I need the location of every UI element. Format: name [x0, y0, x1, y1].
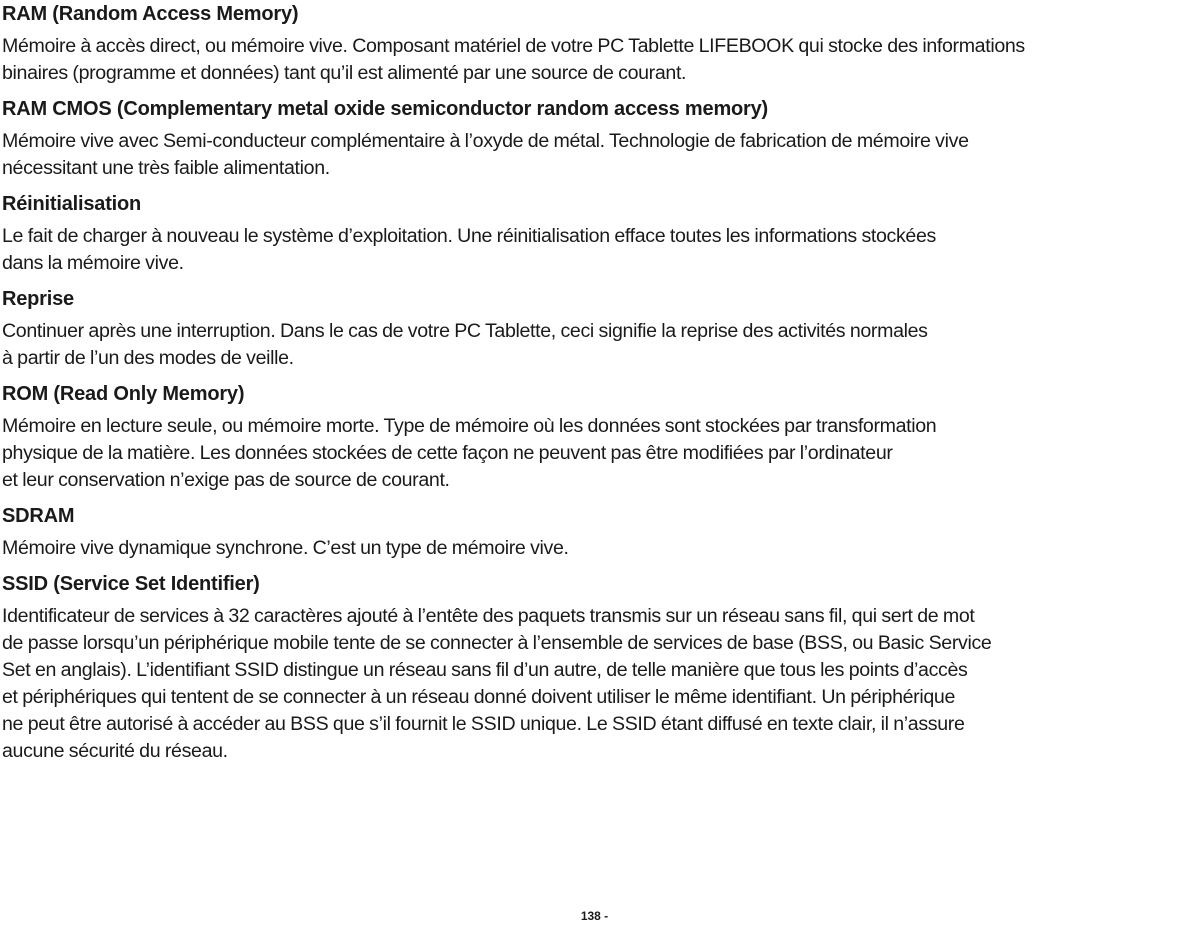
glossary-term: ROM (Read Only Memory) — [2, 383, 245, 405]
definition-line: de passe lorsqu’un périphérique mobile tente de se connecter à l’ensemble de services de base (BSS, ou Basic Service — [2, 632, 992, 654]
definition-line: Le fait de charger à nouveau le système d’exploitation. Une réinitialisation efface toutes les informations stockées — [2, 225, 936, 247]
definition-line: Mémoire en lecture seule, ou mémoire morte. Type de mémoire où les données sont stockées par transformation — [2, 415, 937, 437]
definition-line: nécessitant une très faible alimentation. — [2, 157, 330, 179]
definition-line: aucune sécurité du réseau. — [2, 740, 228, 762]
glossary-entry-ram — [2, 0, 1188, 87]
definition-line: physique de la matière. Les données stockées de cette façon ne peuvent pas être modifiées par l’ordinateur — [2, 442, 893, 464]
glossary-entry-reprise — [2, 285, 1188, 372]
definition-line: dans la mémoire vive. — [2, 252, 184, 274]
glossary-term: Réinitialisation — [2, 193, 142, 215]
glossary-term: Reprise — [2, 288, 74, 310]
definition-line: et leur conservation n’exige pas de source de courant. — [2, 469, 450, 491]
definition-line: Mémoire vive avec Semi-conducteur complémentaire à l’oxyde de métal. Technologie de fabrication de mémoire vive — [2, 130, 969, 152]
definition-line: Continuer après une interruption. Dans le cas de votre PC Tablette, ceci signifie la reprise des activités normales — [2, 320, 928, 342]
glossary-term: SDRAM — [2, 505, 75, 527]
definition-line: ne peut être autorisé à accéder au BSS que s’il fournit le SSID unique. Le SSID étant diffusé en texte clair, il n’assure — [2, 713, 965, 735]
definition-line: Identificateur de services à 32 caractères ajouté à l’entête des paquets transmis sur un réseau sans fil, qui sert de mot — [2, 605, 975, 627]
glossary-definition — [2, 535, 1188, 562]
definition-line: binaires (programme et données) tant qu’il est alimenté par une source de courant. — [2, 62, 687, 84]
glossary-entry-reinitialisation — [2, 190, 1188, 277]
glossary-definition — [2, 128, 1188, 182]
glossary-entry-rom — [2, 380, 1188, 494]
glossary-entry-sdram — [2, 502, 1188, 562]
page-number: 138 - — [580, 909, 609, 923]
definition-line: et périphériques qui tentent de se connecter à un réseau donné doivent utiliser le même identifiant. Un périphérique — [2, 686, 955, 708]
glossary-term: RAM (Random Access Memory) — [2, 3, 299, 25]
definition-line: à partir de l’un des modes de veille. — [2, 347, 294, 369]
definition-line: Mémoire vive dynamique synchrone. C’est un type de mémoire vive. — [2, 537, 569, 559]
definition-line: Mémoire à accès direct, ou mémoire vive. Composant matériel de votre PC Tablette LIFEBOOK qui stocke des informations — [2, 35, 1025, 57]
glossary-definition — [2, 318, 1188, 372]
glossary-definition — [2, 603, 1188, 765]
glossary-term: SSID (Service Set Identifier) — [2, 573, 260, 595]
glossary-entry-ssid — [2, 570, 1188, 765]
glossary-list — [2, 0, 1188, 773]
glossary-definition — [2, 223, 1188, 277]
glossary-entry-ram-cmos — [2, 95, 1188, 182]
glossary-term: RAM CMOS (Complementary metal oxide semiconductor random access memory) — [2, 98, 769, 120]
definition-line: Set en anglais). L’identifiant SSID distingue un réseau sans fil d’un autre, de telle manière que tous les points d’accès — [2, 659, 968, 681]
glossary-definition — [2, 413, 1188, 494]
glossary-definition — [2, 33, 1188, 87]
